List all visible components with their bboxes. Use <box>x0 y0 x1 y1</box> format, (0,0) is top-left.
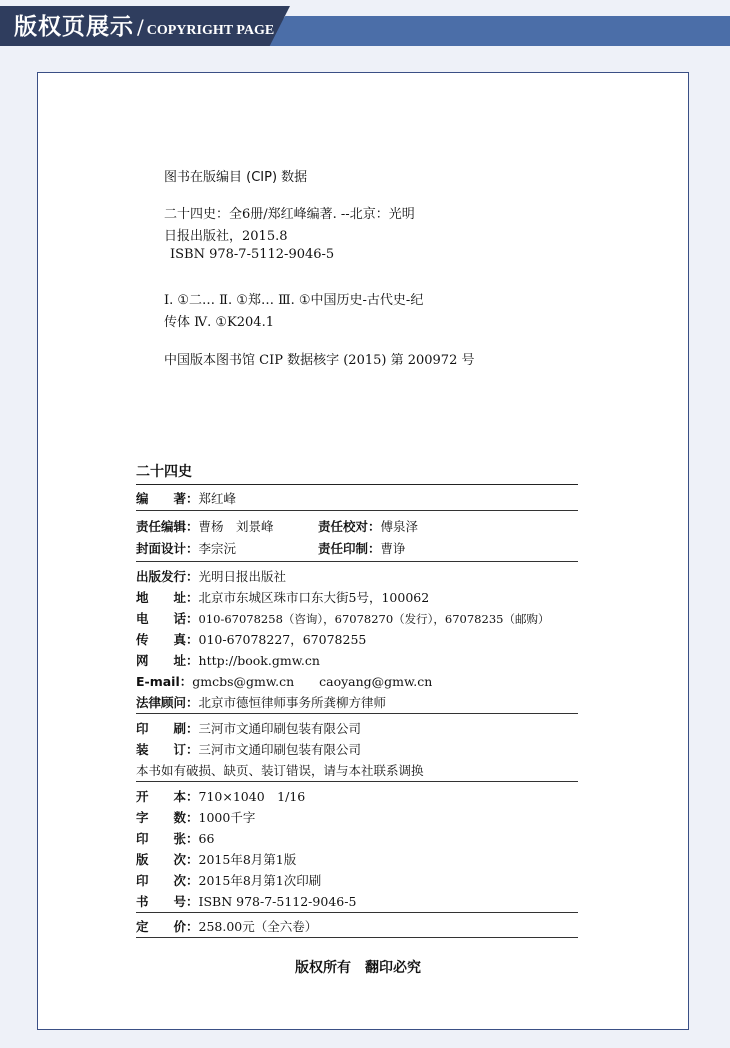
impression-row <box>136 871 321 889</box>
words-value: 1000千字 <box>198 810 256 825</box>
issue-row <box>136 567 286 585</box>
binder-label: 装 订： <box>136 742 199 757</box>
author-value: 郑红峰 <box>198 491 237 506</box>
format-row <box>136 787 305 805</box>
format-label: 开 本： <box>136 789 199 804</box>
divider <box>136 561 578 562</box>
format-value: 710×1040 1/16 <box>198 789 306 804</box>
lawyer-row <box>136 693 386 711</box>
cip-title: 图书在版编目 (CIP) 数据 <box>164 170 308 185</box>
divider <box>136 713 578 714</box>
phone-row <box>136 609 549 627</box>
divider <box>136 484 578 485</box>
lawyer-value: 北京市德恒律师事务所龚柳方律师 <box>198 695 387 710</box>
sheets-row <box>136 829 214 847</box>
isbn-value: ISBN 978-7-5112-9046-5 <box>198 894 357 909</box>
banner-accent <box>262 16 730 46</box>
book-title: 二十四史 <box>136 464 192 480</box>
print-resp-value: 曹诤 <box>380 541 406 556</box>
price-value: 258.00元（全六卷） <box>198 919 318 934</box>
edition-label: 版 次： <box>136 852 199 867</box>
cip-verification: 中国版本图书馆 CIP 数据核字 (2015) 第 200972 号 <box>164 353 475 368</box>
web-row <box>136 651 320 669</box>
divider <box>136 510 578 511</box>
proof-value: 傅泉泽 <box>380 519 419 534</box>
impression-label: 印 次： <box>136 873 199 888</box>
edition-row <box>136 850 296 868</box>
sheets-value: 66 <box>198 831 215 846</box>
printer-row <box>136 719 361 737</box>
binder-value: 三河市文通印刷包装有限公司 <box>198 742 362 757</box>
price-label: 定 价： <box>136 919 199 934</box>
fax-label: 传 真： <box>136 632 199 647</box>
divider <box>136 781 578 782</box>
author-label: 编 著： <box>136 491 199 506</box>
banner-title <box>14 10 274 44</box>
issue-value: 光明日报出版社 <box>198 569 287 584</box>
sheets-label: 印 张： <box>136 831 199 846</box>
fax-row <box>136 630 366 648</box>
banner-title-en: COPYRIGHT PAGE <box>146 23 275 38</box>
notice-text: 本书如有破损、缺页、装订错误，请与本社联系调换 <box>136 763 424 778</box>
banner-title-zh: 版权页展示 <box>14 13 134 40</box>
fax-value: 010-67078227，67078255 <box>198 632 367 647</box>
lawyer-label: 法律顾问： <box>136 695 199 710</box>
binder-row <box>136 740 361 758</box>
address-row <box>136 588 429 606</box>
issue-label: 出版发行： <box>136 569 199 584</box>
price-row <box>136 917 317 935</box>
proof-label: 责任校对： <box>318 519 381 534</box>
print-resp-label: 责任印制： <box>318 541 381 556</box>
printer-label: 印 刷： <box>136 721 199 736</box>
cover-label: 封面设计： <box>136 541 199 556</box>
phone-value: 010-67078258（咨询），67078270（发行），67078235（邮购） <box>198 612 550 626</box>
impression-value: 2015年8月第1次印刷 <box>198 873 322 888</box>
cover-row <box>136 539 406 557</box>
isbn-row <box>136 892 356 910</box>
address-value: 北京市东城区珠市口东大街5号，100062 <box>198 590 430 605</box>
isbn-label: 书 号： <box>136 894 199 909</box>
header-banner <box>0 0 730 48</box>
copyright-page <box>37 72 689 1030</box>
copyright-notice: 版权所有 翻印必究 <box>295 960 421 976</box>
cip-isbn: ISBN 978-7-5112-9046-5 <box>170 247 335 262</box>
cip-classification-1: Ⅰ. ①二… Ⅱ. ①郑… Ⅲ. ①中国历史-古代史-纪 <box>164 293 424 308</box>
email-row <box>136 672 432 690</box>
edition-value: 2015年8月第1版 <box>198 852 297 867</box>
divider <box>136 912 578 913</box>
printer-value: 三河市文通印刷包装有限公司 <box>198 721 362 736</box>
address-label: 地 址： <box>136 590 199 605</box>
editor-row <box>136 517 419 535</box>
editor-label: 责任编辑： <box>136 519 199 534</box>
cover-value: 李宗沅 <box>198 541 237 556</box>
web-value: http://book.gmw.cn <box>198 653 320 668</box>
web-label: 网 址： <box>136 653 199 668</box>
phone-label: 电 话： <box>136 611 199 626</box>
email-label: E-mail： <box>136 674 193 689</box>
words-label: 字 数： <box>136 810 199 825</box>
words-row <box>136 808 255 826</box>
email-value: gmcbs@gmw.cn caoyang@gmw.cn <box>192 674 433 689</box>
notice-row <box>136 761 424 779</box>
banner-separator: / <box>137 15 144 39</box>
editor-value: 曹杨 刘景峰 <box>198 519 274 534</box>
cip-line-2: 日报出版社，2015.8 <box>164 229 288 244</box>
cip-classification-2: 传体 Ⅳ. ①K204.1 <box>164 315 274 330</box>
cip-line-1: 二十四史：全6册/郑红峰编著. --北京：光明 <box>164 207 415 222</box>
divider <box>136 937 578 938</box>
author-row <box>136 489 236 507</box>
